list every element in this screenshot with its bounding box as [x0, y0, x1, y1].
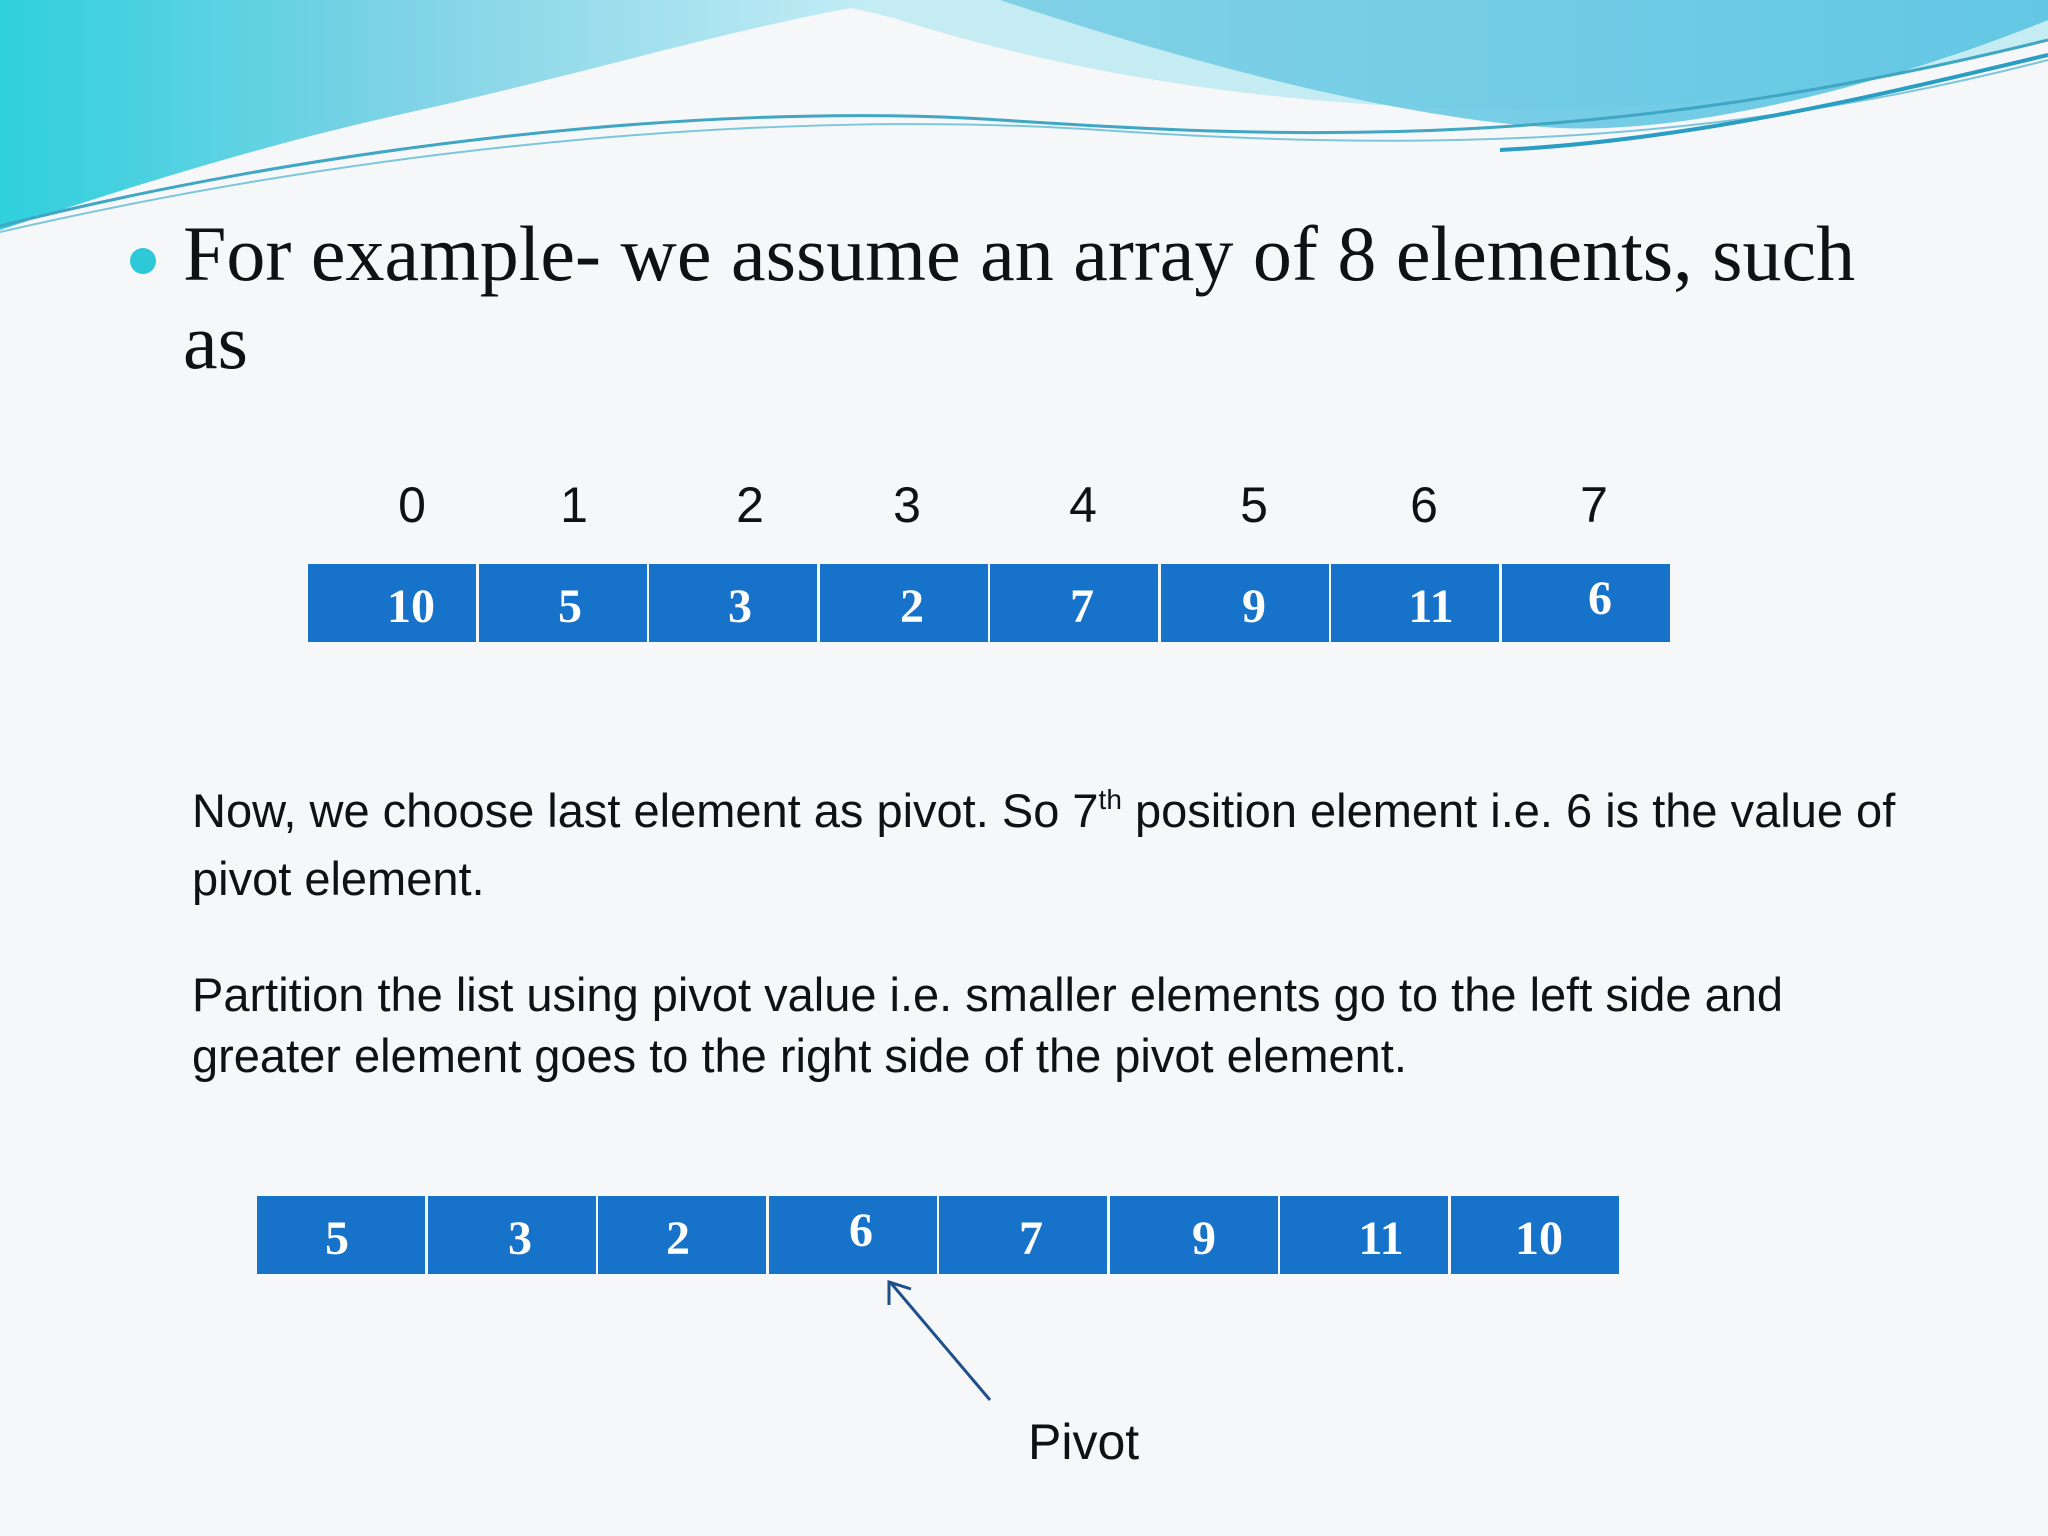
index-label: 7 — [1580, 477, 1608, 533]
index-label: 3 — [893, 477, 921, 533]
index-label: 5 — [1240, 477, 1268, 533]
array-cell — [257, 1196, 425, 1274]
array-cell-value: 2 — [666, 1212, 690, 1265]
original-array — [308, 564, 1672, 642]
array-cell — [649, 564, 817, 642]
index-label: 6 — [1410, 477, 1438, 533]
index-label: 2 — [736, 477, 764, 533]
array-cell-value: 9 — [1242, 580, 1266, 633]
pivot-explanation-part2: position element i.e. 6 is the value of pivot element. — [192, 784, 1896, 905]
index-row — [0, 472, 2048, 538]
array-cell-value: 11 — [1358, 1212, 1404, 1265]
array-cell — [428, 1196, 596, 1274]
array-cell — [1161, 564, 1329, 642]
array-cell-value: 5 — [558, 580, 582, 633]
array-cell-value: 11 — [1408, 580, 1454, 633]
array-cell-value: 9 — [1192, 1212, 1216, 1265]
array-cell — [990, 564, 1158, 642]
array-cell-value: 10 — [387, 580, 435, 633]
index-label: 4 — [1069, 477, 1097, 533]
index-label: 1 — [560, 477, 588, 533]
array-cell-value: 7 — [1070, 580, 1094, 633]
array-cell — [598, 1196, 766, 1274]
array-cell-value: 2 — [900, 580, 924, 633]
array-cell-value: 3 — [508, 1212, 532, 1265]
array-cell — [1331, 564, 1499, 642]
array-cell-value: 6 — [849, 1204, 873, 1257]
array-cell-value: 3 — [728, 580, 752, 633]
bullet-dot — [130, 248, 156, 274]
array-cell-value: 10 — [1515, 1212, 1563, 1265]
array-cell — [308, 564, 476, 642]
index-label: 0 — [398, 477, 426, 533]
array-cell — [1280, 1196, 1448, 1274]
partitioned-array — [257, 1196, 1621, 1274]
array-cell-value: 5 — [325, 1212, 349, 1265]
array-cell — [939, 1196, 1107, 1274]
array-cell — [1110, 1196, 1278, 1274]
partition-explanation: Partition the list using pivot value i.e. smaller elements go to the left side and greater element goes to the right side of the pivot element. — [192, 968, 1784, 1082]
bullet-text: For example- we assume an array of 8 elements, such as — [183, 210, 1856, 385]
array-cell — [1502, 564, 1670, 642]
array-cell — [479, 564, 647, 642]
array-cell — [820, 564, 988, 642]
header-wave-decoration — [0, 0, 2048, 240]
pivot-cell — [769, 1196, 937, 1274]
array-cell-value: 6 — [1588, 572, 1612, 625]
pivot-explanation-part1: Now, we choose last element as pivot. So 7 — [192, 784, 1099, 837]
ordinal-superscript: th — [1098, 784, 1122, 815]
array-cell-value: 7 — [1019, 1212, 1043, 1265]
pivot-explanation — [192, 780, 1912, 909]
pivot-label: Pivot — [1028, 1414, 1140, 1470]
array-cell — [1451, 1196, 1619, 1274]
